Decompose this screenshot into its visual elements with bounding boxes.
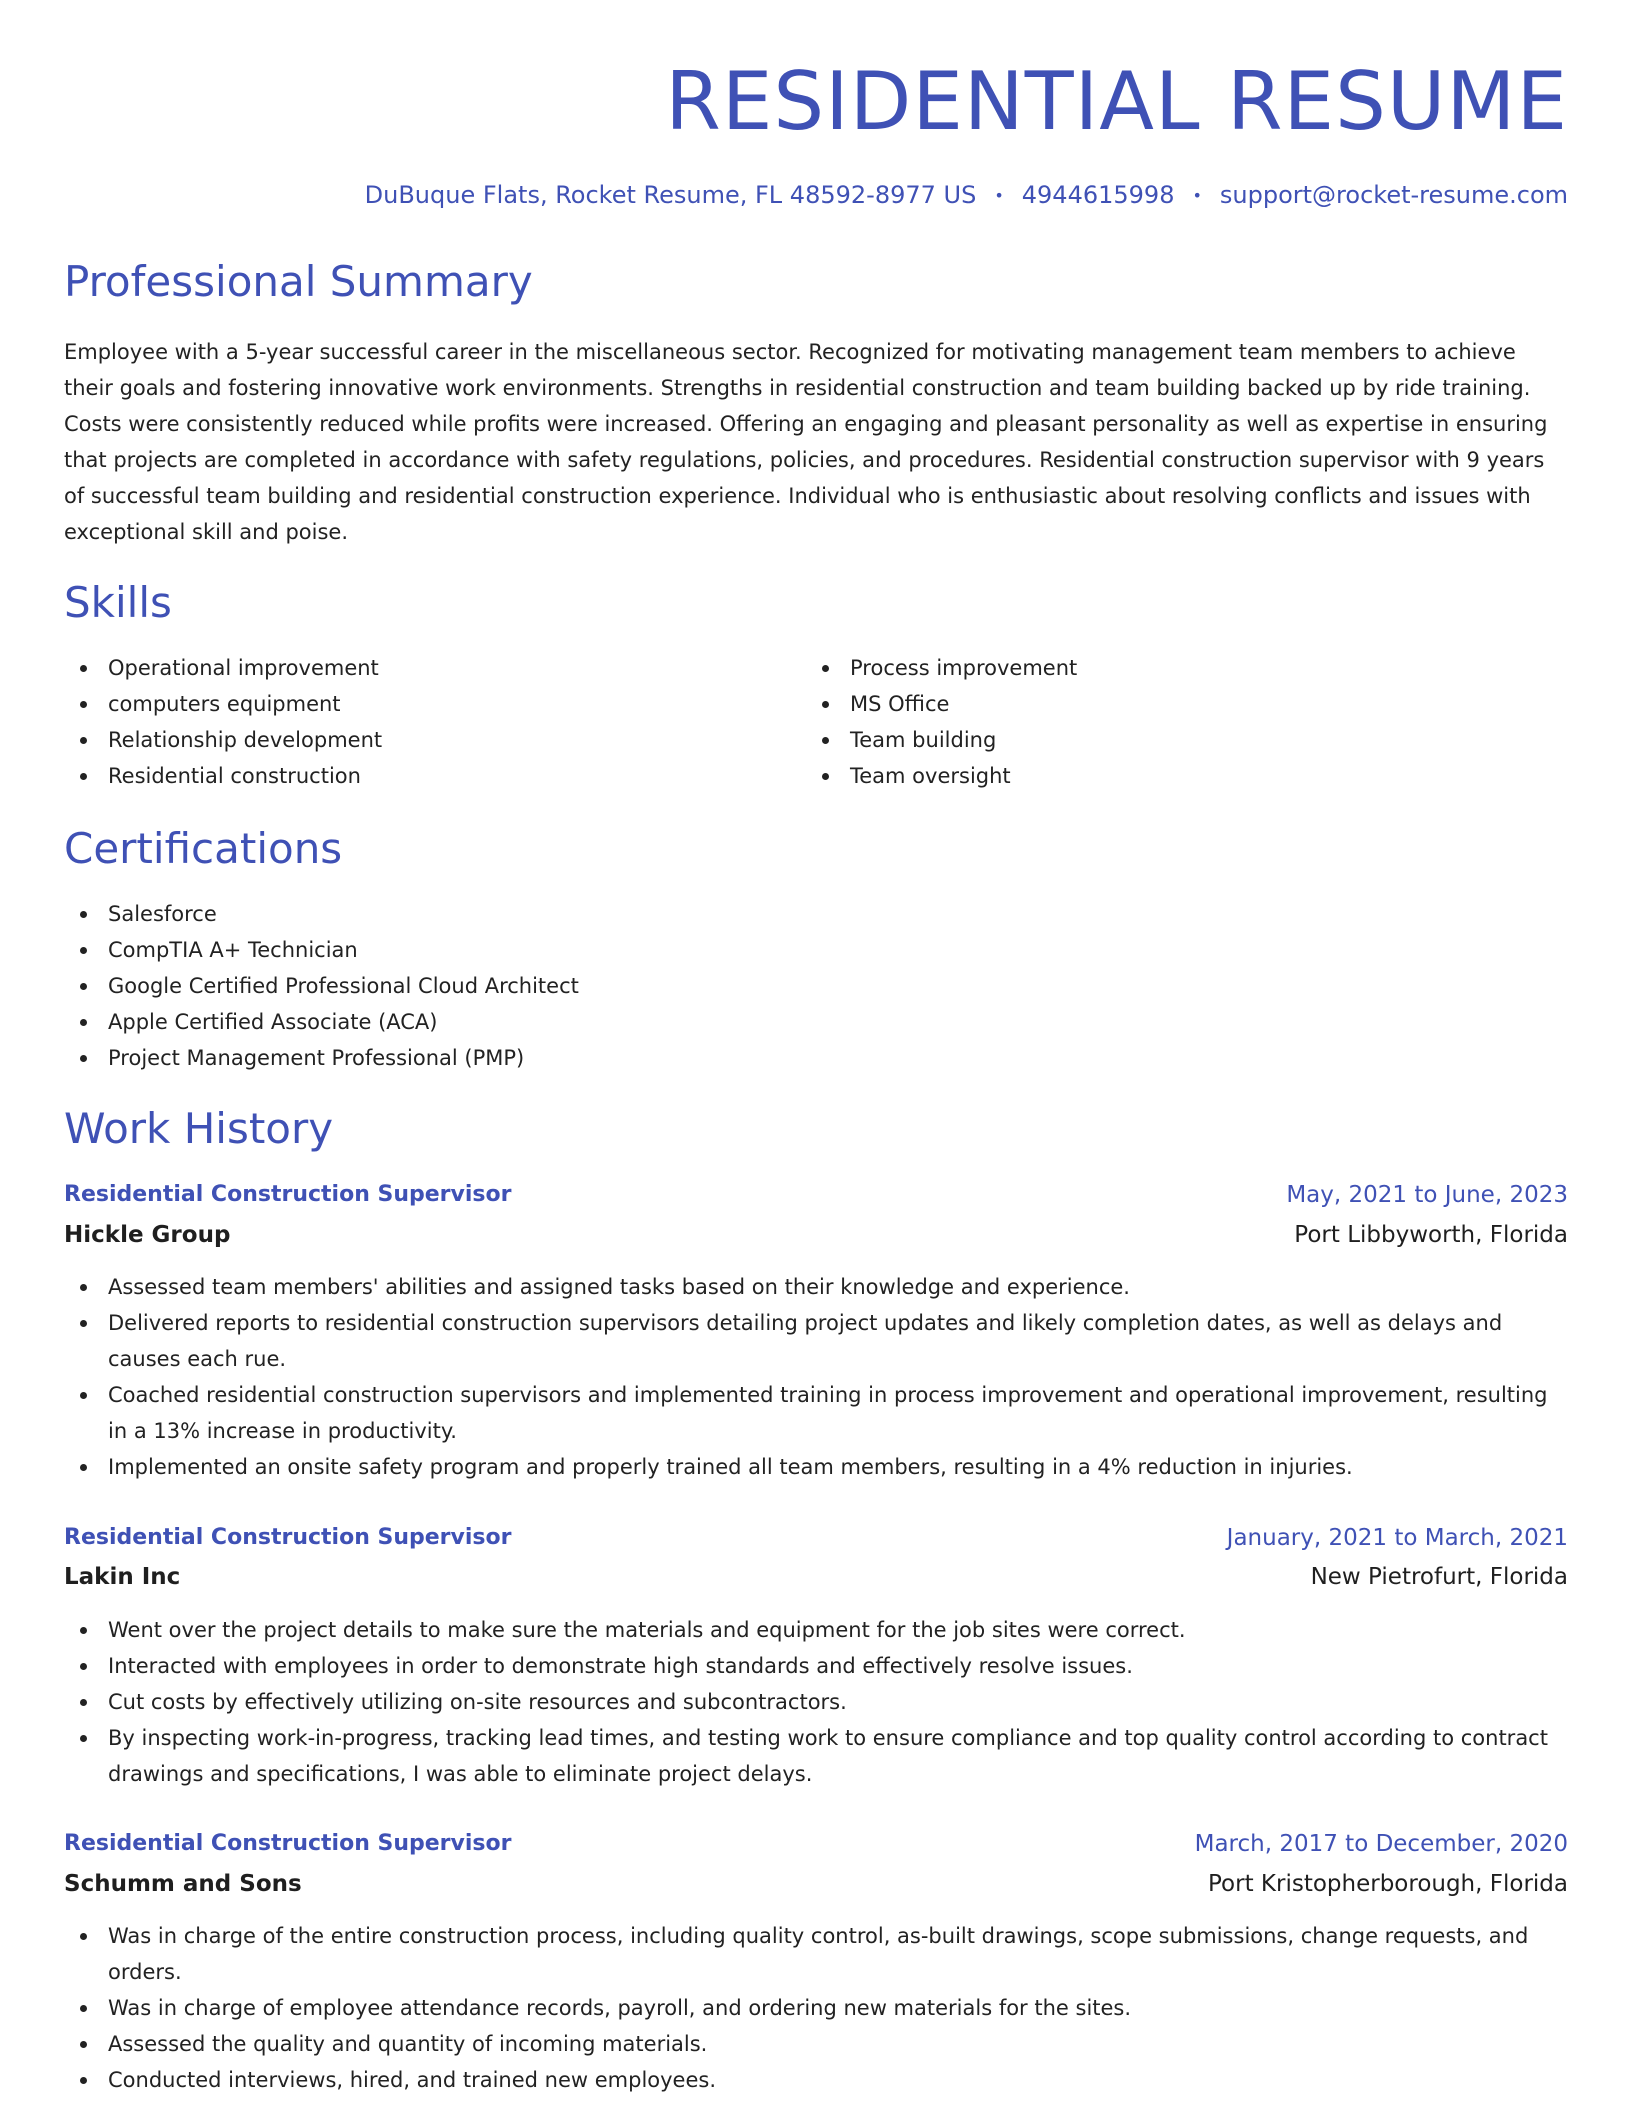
skill-item: Relationship development — [64, 722, 382, 758]
certifications-heading: Certifications — [64, 824, 343, 873]
job-dates: May, 2021 to June, 2023 — [1286, 1182, 1568, 1208]
job-bullet: Conducted interviews, hired, and trained new employees. — [64, 2062, 1568, 2098]
skills-heading: Skills — [64, 578, 172, 627]
job-bullet: Assessed the quality and quantity of incoming materials. — [64, 2026, 1568, 2062]
job-bullets — [64, 1612, 1568, 1792]
job-bullets — [64, 1269, 1568, 1485]
job-bullet: Was in charge of the entire construction process, including quality control, as-built drawings, scope submissions, change requests, and orders. — [64, 1918, 1568, 1990]
resume-page — [64, 0, 1568, 2092]
contact-separator: • — [1192, 186, 1202, 205]
job-bullet: Went over the project details to make sure the materials and equipment for the job sites were correct. — [64, 1612, 1568, 1648]
job-bullet: Assessed team members' abilities and assigned tasks based on their knowledge and experience. — [64, 1269, 1568, 1305]
certification-item: Apple Certified Associate (ACA) — [64, 1004, 579, 1040]
certification-item: Google Certified Professional Cloud Architect — [64, 968, 579, 1004]
skill-item: MS Office — [806, 686, 1077, 722]
job-title: Residential Construction Supervisor — [64, 1831, 512, 1856]
job-location: Port Kristopherborough, Florida — [1208, 1871, 1568, 1897]
skill-item: computers equipment — [64, 686, 382, 722]
skills-list-right — [806, 650, 1077, 794]
job-company: Hickle Group — [64, 1222, 231, 1248]
job-bullet: Interacted with employees in order to demonstrate high standards and effectively resolve issues. — [64, 1648, 1568, 1684]
contact-separator: • — [994, 186, 1004, 205]
summary-text: Employee with a 5-year successful career in the miscellaneous sector. Recognized for motivating management team members to achieve their goals and fostering innovative work environments. Strengths in residential construction and team building backed up by ride training. Costs were consistently reduced while profits were increased. Offering an engaging and pleasant personality as well as expertise in ensuring that projects are completed in accordance with safety regulations, policies, and procedures. Residential construction supervisor with 9 years of successful team building and residential construction experience. Individual who is enthusiastic about resolving conflicts and issues with exceptional skill and poise. — [64, 340, 1548, 544]
skill-item: Team oversight — [806, 758, 1077, 794]
contact-phone[interactable]: 4944615998 — [1021, 181, 1175, 209]
job-dates: March, 2017 to December, 2020 — [1194, 1831, 1568, 1857]
job-bullet: Delivered reports to residential construction supervisors detailing project updates and likely completion dates, as well as delays and causes each rue. — [64, 1305, 1568, 1377]
job-dates: January, 2021 to March, 2021 — [1226, 1525, 1568, 1551]
job-bullet: Implemented an onsite safety program and properly trained all team members, resulting in a 4% reduction in injuries. — [64, 1449, 1568, 1485]
contact-line — [365, 180, 1568, 211]
job-bullets — [64, 1918, 1568, 2098]
contact-email[interactable]: support@rocket-resume.com — [1219, 181, 1568, 209]
job-title: Residential Construction Supervisor — [64, 1182, 512, 1207]
certification-item: Project Management Professional (PMP) — [64, 1040, 579, 1076]
job-company: Schumm and Sons — [64, 1871, 302, 1897]
skill-item: Operational improvement — [64, 650, 382, 686]
skill-item: Residential construction — [64, 758, 382, 794]
contact-address: DuBuque Flats, Rocket Resume, FL 48592-8977 US — [364, 181, 977, 209]
job-company: Lakin Inc — [64, 1564, 181, 1590]
summary-heading: Professional Summary — [64, 257, 533, 306]
skill-item: Team building — [806, 722, 1077, 758]
resume-title: RESIDENTIAL RESUME — [665, 55, 1568, 148]
job-bullet: Coached residential construction supervisors and implemented training in process improvement and operational improvement, resulting in a 13% increase in productivity. — [64, 1377, 1568, 1449]
job-bullet: Was in charge of employee attendance records, payroll, and ordering new materials for the sites. — [64, 1990, 1568, 2026]
job-bullet: By inspecting work-in-progress, tracking lead times, and testing work to ensure compliance and top quality control according to contract drawings and specifications, I was able to eliminate project delays. — [64, 1720, 1568, 1792]
work-history-heading: Work History — [64, 1104, 334, 1153]
job-bullet: Cut costs by effectively utilizing on-site resources and subcontractors. — [64, 1684, 1568, 1720]
certification-item: CompTIA A+ Technician — [64, 932, 579, 968]
certification-item: Salesforce — [64, 896, 579, 932]
job-location: Port Libbyworth, Florida — [1294, 1222, 1568, 1248]
skill-item: Process improvement — [806, 650, 1077, 686]
job-location: New Pietrofurt, Florida — [1310, 1564, 1568, 1590]
certifications-list — [64, 896, 579, 1076]
job-title: Residential Construction Supervisor — [64, 1525, 512, 1550]
skills-list-left — [64, 650, 382, 794]
